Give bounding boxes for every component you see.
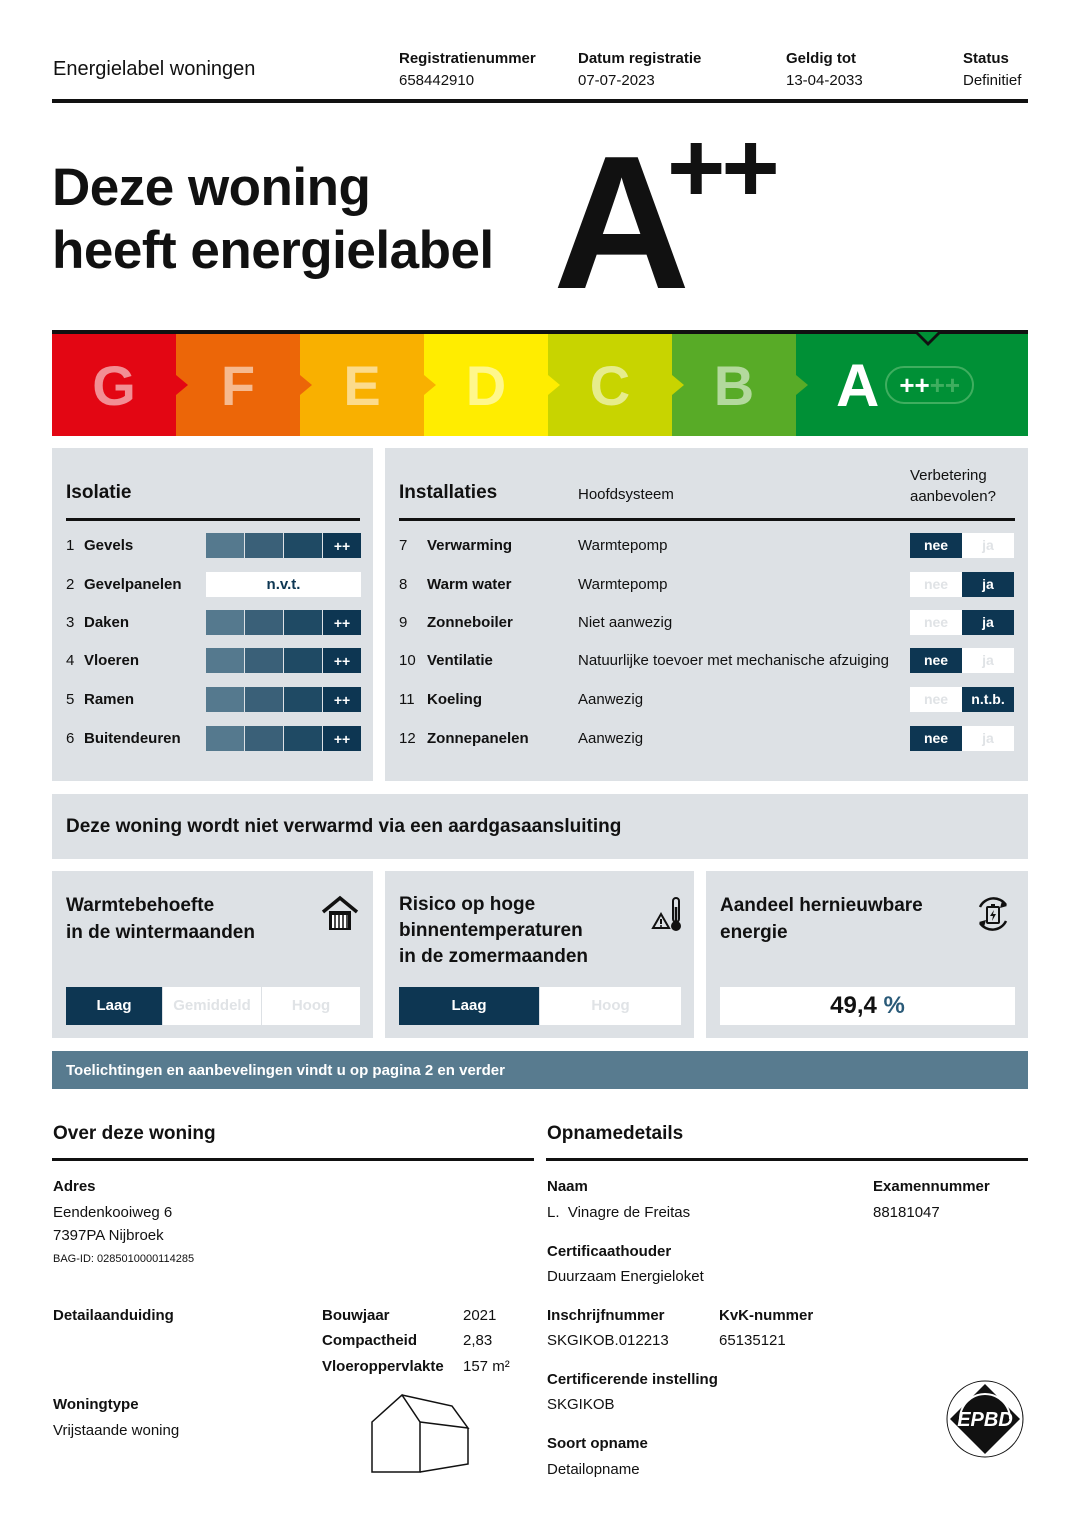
kvk-label: KvK-nummer [719, 1307, 814, 1324]
warmtebehoefte-title-2: in de wintermaanden [66, 922, 255, 943]
risico-laag: Laag [399, 987, 539, 1025]
verbetering-nee: nee [910, 687, 962, 712]
certificaathouder-label: Certificaathouder [547, 1243, 672, 1260]
risico-hoog: Hoog [540, 987, 681, 1025]
isolatie-bar-4 [206, 648, 362, 673]
hoofdsysteem-header: Hoofdsysteem [578, 486, 674, 503]
installatie-row-11 [399, 691, 482, 708]
registratienummer-value: 658442910 [399, 72, 475, 89]
woning-section-title: Over deze woning [53, 1123, 216, 1144]
row-number: 9 [399, 614, 408, 631]
row-system: Warmtepomp [578, 576, 668, 593]
examennummer-value: 88181047 [873, 1204, 940, 1221]
isolatie-row-2 [66, 576, 182, 593]
epbd-logo-icon [940, 1374, 1030, 1464]
detached-house-icon [368, 1392, 472, 1474]
soort-opname-label: Soort opname [547, 1435, 648, 1452]
row-label: Verwarming [427, 537, 513, 554]
row-system: Aanwezig [578, 691, 644, 708]
certificerende-instelling-label: Certificerende instelling [547, 1371, 718, 1388]
hernieuwbaar-panel [706, 871, 1028, 1038]
isolatie-row-4 [66, 652, 139, 669]
hernieuwbaar-value [720, 987, 1015, 1025]
verbetering-nee: nee [910, 533, 962, 558]
adres-label: Adres [53, 1178, 96, 1195]
scale-band-b [672, 334, 796, 436]
row-number: 4 [66, 652, 75, 669]
geldig-value: 13-04-2033 [786, 72, 863, 89]
scale-letter-c: C [589, 353, 631, 417]
row-number: 1 [66, 537, 75, 554]
installatie-row-8 [399, 576, 511, 593]
compactheid-label: Compactheid [322, 1332, 418, 1349]
document-title: Energielabel woningen [53, 58, 256, 80]
headline-line-2: heeft energielabel [52, 221, 494, 280]
row-label: Ventilatie [427, 652, 493, 669]
bag-id: BAG-ID: 0285010000114285 [53, 1253, 195, 1265]
installaties-title: Installaties [399, 482, 498, 503]
isolatie-bar-3 [206, 610, 362, 635]
scale-band-d [424, 334, 548, 436]
vloeroppervlakte-value: 157 m² [463, 1358, 510, 1375]
verbetering-nee: nee [910, 648, 962, 673]
gas-notice-panel [52, 794, 1028, 859]
scale-plus-off: ++ [929, 369, 961, 400]
verbetering-header [910, 465, 996, 507]
registratienummer-label: Registratienummer [399, 50, 536, 67]
verbetering-ja: ja [962, 533, 1014, 558]
hernieuwbaar-unit: % [883, 992, 905, 1019]
scale-arrow-d [548, 375, 560, 395]
label-plus: ++ [667, 112, 776, 224]
isolatie-title: Isolatie [66, 482, 132, 503]
scale-letter-f: F [220, 353, 256, 417]
adres-line-1: Eendenkooiweg 6 [53, 1204, 173, 1221]
row-number: 10 [399, 652, 416, 669]
isolatie-row-1 [66, 537, 133, 554]
installaties-panel [385, 448, 1028, 781]
hernieuwbaar-title [720, 892, 923, 946]
naam-label: Naam [547, 1178, 588, 1195]
isolatie-bar-6 [206, 726, 362, 751]
rating-value: ++ [323, 687, 361, 712]
scale-band-a [796, 334, 1028, 436]
scale-letter-a: A [836, 351, 880, 419]
isolatie-row-3 [66, 614, 129, 631]
hernieuwbaar-percentage: 49,4 [830, 992, 877, 1019]
risico-title-2: binnentemperaturen [399, 920, 583, 941]
row-number: 11 [399, 691, 415, 708]
gas-notice-text: Deze woning wordt niet verwarmd via een aardgasaansluiting [66, 816, 622, 837]
scale-arrow-b [796, 375, 808, 395]
isolatie-panel [52, 448, 373, 781]
headline-line-1: Deze woning [52, 158, 371, 217]
energy-scale [52, 330, 1028, 436]
row-number: 8 [399, 576, 408, 593]
scale-pointer-fill [918, 332, 938, 342]
row-system: Aanwezig [578, 730, 644, 747]
examennummer-label: Examennummer [873, 1178, 990, 1195]
scale-top-line [52, 330, 1028, 334]
row-number: 6 [66, 730, 75, 747]
datum-value: 07-07-2023 [578, 72, 655, 89]
row-label: Zonnepanelen [427, 730, 529, 747]
verbetering-header-line-2: aanbevolen? [910, 488, 996, 505]
rating-value: ++ [323, 726, 361, 751]
risico-panel [385, 871, 694, 1038]
scale-band-e [300, 334, 424, 436]
verbetering-nee: nee [910, 610, 962, 635]
bouwjaar-label: Bouwjaar [322, 1307, 390, 1324]
header-divider [52, 99, 1028, 103]
scale-band-g [52, 334, 176, 436]
risico-title-3: in de zomermaanden [399, 946, 588, 967]
warmte-hoog: Hoog [262, 987, 360, 1025]
row-label: Koeling [427, 691, 482, 708]
bouwjaar-value: 2021 [463, 1307, 497, 1324]
installaties-divider [399, 518, 1015, 521]
geldig-label: Geldig tot [786, 50, 856, 67]
scale-letter-e: E [343, 353, 381, 417]
warmtebehoefte-title-1: Warmtebehoefte [66, 895, 215, 916]
verbetering-header-line-1: Verbetering [910, 467, 987, 484]
adres-line-2: 7397PA Nijbroek [53, 1227, 164, 1244]
scale-arrow-c [672, 375, 684, 395]
headline [52, 156, 494, 282]
verbetering-ja: ja [962, 610, 1014, 635]
isolatie-bar-1 [206, 533, 362, 558]
status-label: Status [963, 50, 1009, 67]
verbetering-ja: ja [962, 726, 1014, 751]
certificerende-instelling-value: SKGIKOB [547, 1396, 615, 1413]
installatie-row-12 [399, 730, 529, 747]
isolatie-bar-5 [206, 687, 362, 712]
status-block [963, 50, 1021, 89]
row-label: Ramen [84, 691, 135, 708]
label-letter: A [553, 117, 687, 329]
rating-value: ++ [323, 533, 361, 558]
verbetering-ja: ja [962, 648, 1014, 673]
scale-letter-d: D [465, 353, 507, 417]
row-label: Vloeren [84, 652, 140, 669]
toelichting-text: Toelichtingen en aanbevelingen vindt u op pagina 2 en verder [66, 1062, 505, 1079]
hernieuwbaar-title-2: energie [720, 922, 788, 943]
risico-title-1: Risico op hoge [399, 894, 536, 915]
row-label: Gevels [84, 537, 134, 554]
naam-value: L. Vinagre de Freitas [547, 1204, 691, 1221]
hernieuwbaar-title-1: Aandeel hernieuwbare [720, 895, 923, 916]
row-label: Buitendeuren [84, 730, 181, 747]
datum-block [578, 50, 701, 89]
row-number: 2 [66, 576, 75, 593]
rating-value: n.v.t. [206, 572, 361, 597]
opname-divider [546, 1158, 1028, 1161]
epbd-logo-text: EPBD [957, 1409, 1013, 1431]
scale-arrow-e [424, 375, 436, 395]
detailaanduiding-label: Detailaanduiding [53, 1307, 174, 1324]
warmte-gemiddeld: Gemiddeld [163, 987, 261, 1025]
kvk-value: 65135121 [719, 1332, 786, 1349]
row-system: Warmtepomp [578, 537, 668, 554]
verbetering-nee: nee [910, 572, 962, 597]
row-label: Warm water [427, 576, 512, 593]
woningtype-value: Vrijstaande woning [53, 1422, 180, 1439]
installatie-row-10 [399, 652, 493, 669]
thermometer-warning-icon [651, 895, 685, 933]
inschrijfnummer-label: Inschrijfnummer [547, 1307, 665, 1324]
geldig-block [786, 50, 863, 89]
row-system: Niet aanwezig [578, 614, 673, 631]
datum-label: Datum registratie [578, 50, 702, 67]
scale-band-c [548, 334, 672, 436]
registratienummer-block [399, 50, 536, 89]
verbetering-ja: ja [962, 572, 1014, 597]
verbetering-nee: nee [910, 726, 962, 751]
installatie-row-7 [399, 537, 512, 554]
renewable-energy-icon [972, 893, 1014, 935]
rating-value: ++ [323, 610, 361, 635]
row-number: 5 [66, 691, 75, 708]
scale-letter-b: B [713, 353, 755, 417]
opname-section-title: Opnamedetails [547, 1123, 684, 1144]
scale-arrow-f [300, 375, 312, 395]
scale-band-f [176, 334, 300, 436]
woning-divider [52, 1158, 534, 1161]
scale-letter-g: G [92, 353, 136, 417]
row-number: 7 [399, 537, 408, 554]
warmtebehoefte-title [66, 892, 255, 946]
row-system: Natuurlijke toevoer met mechanische afzuiging [578, 652, 889, 669]
inschrijfnummer-value: SKGIKOB.012213 [547, 1332, 669, 1349]
isolatie-row-6 [66, 730, 181, 747]
rating-value: ++ [323, 648, 361, 673]
scale-arrow-g [176, 375, 188, 395]
warmtebehoefte-panel [52, 871, 373, 1038]
isolatie-divider [66, 518, 360, 521]
row-label: Gevelpanelen [84, 576, 182, 593]
soort-opname-value: Detailopname [547, 1461, 640, 1478]
status-value: Definitief [963, 72, 1022, 89]
scale-plus-on: ++ [899, 369, 930, 400]
row-number: 12 [399, 730, 416, 747]
row-number: 3 [66, 614, 75, 631]
risico-title [399, 892, 588, 970]
verbetering-ntb: n.t.b. [962, 687, 1014, 712]
woningtype-label: Woningtype [53, 1396, 139, 1413]
installatie-row-9 [399, 614, 513, 631]
row-label: Daken [84, 614, 130, 631]
vloeroppervlakte-label: Vloeroppervlakte [322, 1358, 444, 1375]
scale-plus-pill [885, 366, 974, 404]
certificaathouder-value: Duurzaam Energieloket [547, 1268, 704, 1285]
house-heating-icon [320, 895, 360, 933]
compactheid-value: 2,83 [463, 1332, 493, 1349]
warmte-laag: Laag [66, 987, 162, 1025]
row-label: Zonneboiler [427, 614, 513, 631]
toelichting-bar [52, 1051, 1028, 1089]
isolatie-row-5 [66, 691, 134, 708]
